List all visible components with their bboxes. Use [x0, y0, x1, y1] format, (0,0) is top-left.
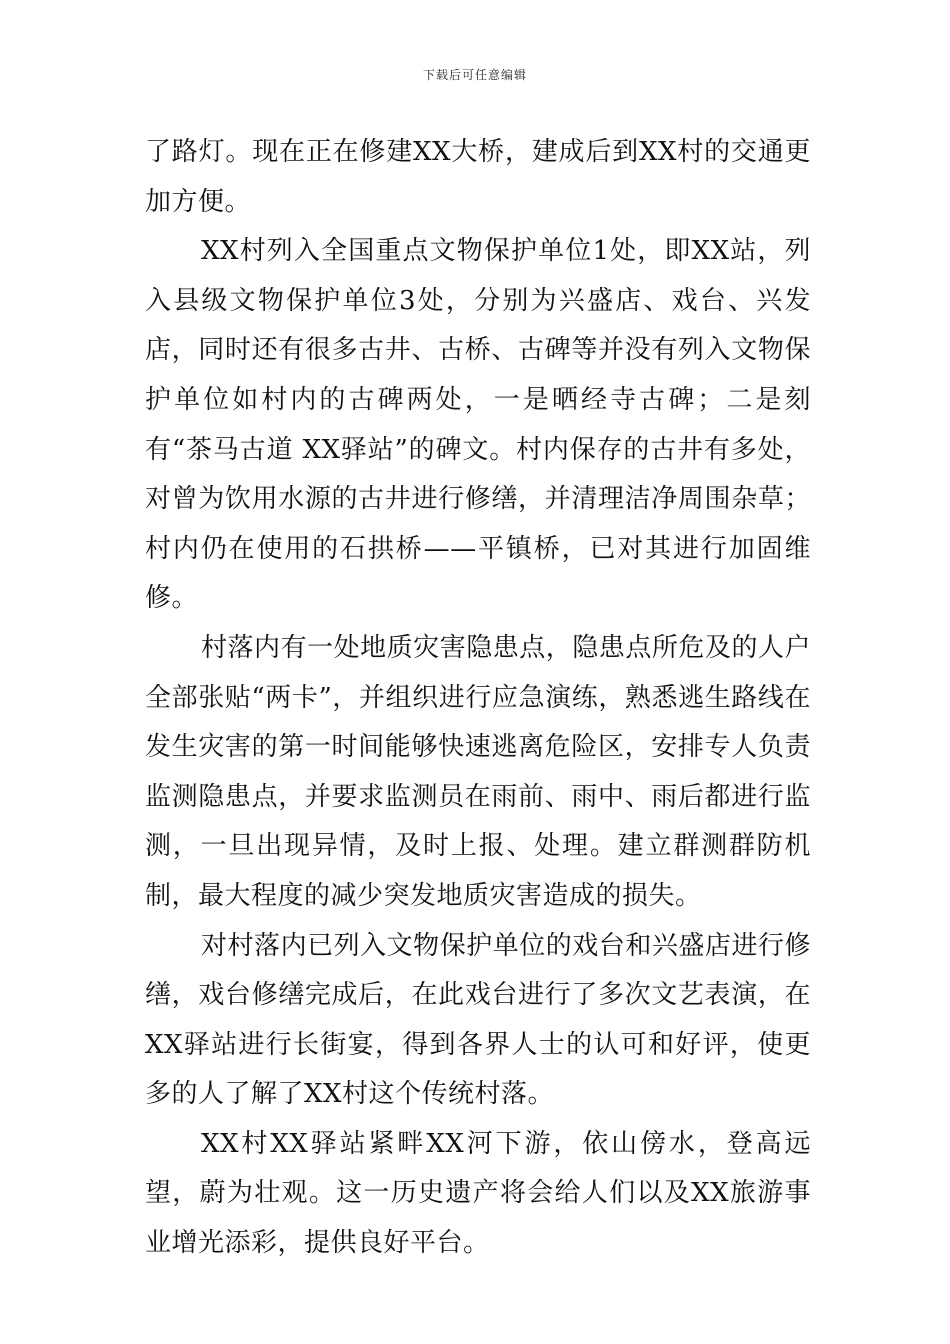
paragraph-geological-hazard: 村落内有一处地质灾害隐患点，隐患点所危及的人户全部张贴“两卡”，并组织进行应急演练，熟悉逃生路线在发生灾害的第一时间能够快速逃离危险区，安排专人负责监测隐患点，并要求监测员在雨前、雨中、雨后都进行监测，一旦出现异情，及时上报、处理。建立群测群防机制，最大程度的减少突发地质灾害造成的损失。 — [145, 632, 811, 911]
paragraph-cultural-relics: XX村列入全国重点文物保护单位1处，即XX站，列入县级文物保护单位3处，分别为兴盛店、戏台、兴发店，同时还有很多古井、古桥、古碑等并没有列入文物保护单位如村内的古碑两处，一是晒经寺古碑；二是刻有“茶马古道 XX驿站”的碑文。村内保存的古井有多处，对曾为饮用水源的古井进行修缮，并清理洁净周围杂草；村内仍在使用的石拱桥——平镇桥，已对其进行加固维修。 — [145, 236, 811, 614]
paragraph-restoration: 对村落内已列入文物保护单位的戏台和兴盛店进行修缮，戏台修缮完成后，在此戏台进行了多次文艺表演，在XX驿站进行长街宴，得到各界人士的认可和好评，使更多的人了解了XX村这个传统村落。 — [145, 930, 811, 1110]
document-body — [145, 128, 811, 1269]
paragraph-tourism: XX村XX驿站紧畔XX河下游，依山傍水，登高远望，蔚为壮观。这一历史遗产将会给人们以及XX旅游事业增光添彩，提供良好平台。 — [145, 1128, 811, 1259]
header-note: 下载后可任意编辑 — [422, 68, 527, 82]
paragraph-continued: 了路灯。现在正在修建XX大桥，建成后到XX村的交通更加方便。 — [145, 137, 811, 217]
